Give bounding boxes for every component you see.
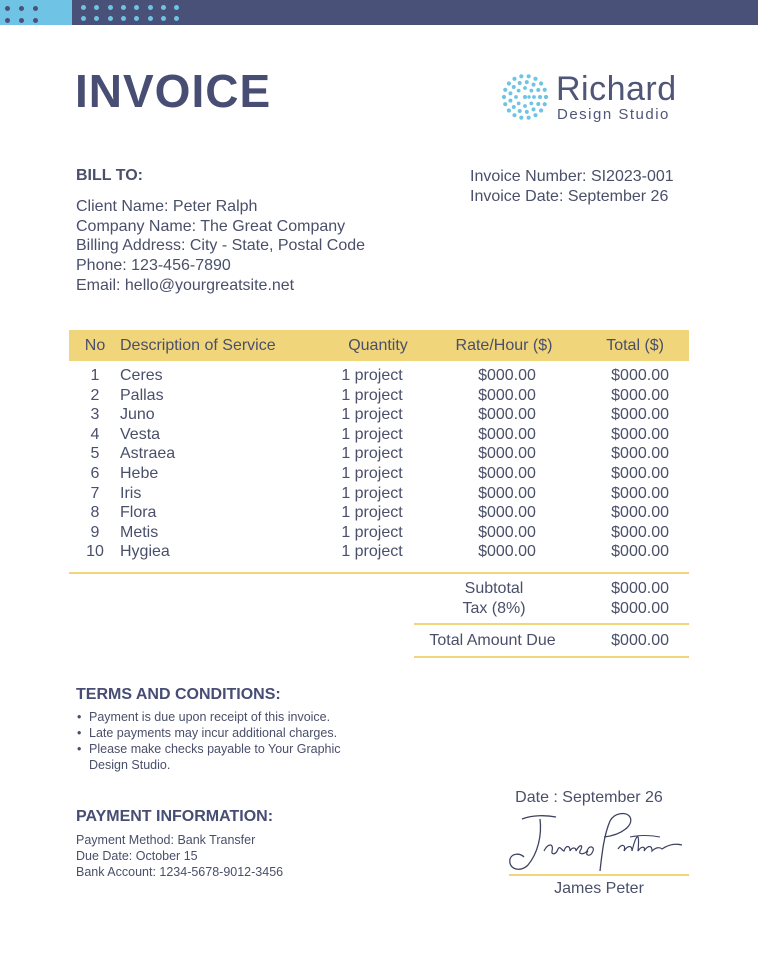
logo-dot bbox=[539, 81, 543, 85]
signature-date: Date : September 26 bbox=[515, 789, 663, 806]
row-rate: $000.00 bbox=[478, 445, 536, 463]
invoice-number: Invoice Number: SI2023-001 bbox=[470, 168, 674, 185]
row-rate: $000.00 bbox=[478, 464, 536, 482]
logo-dot bbox=[512, 77, 516, 81]
logo-dot bbox=[529, 101, 533, 105]
invoice-meta bbox=[470, 167, 674, 207]
brand-name: Richard bbox=[556, 70, 677, 108]
row-quantity: 1 project bbox=[341, 386, 403, 404]
pattern-dot bbox=[121, 16, 126, 21]
logo-dot bbox=[517, 89, 521, 93]
column-header-no: No bbox=[84, 337, 106, 354]
pattern-dot bbox=[19, 18, 24, 23]
top-decorative-bar bbox=[0, 0, 758, 25]
logo-dot bbox=[502, 95, 506, 99]
tax-value: $000.00 bbox=[611, 600, 669, 617]
table-bottom-divider bbox=[69, 572, 689, 574]
logo-dot bbox=[523, 104, 527, 108]
table-row bbox=[69, 445, 689, 465]
pattern-dot bbox=[33, 6, 38, 11]
row-total: $000.00 bbox=[611, 406, 669, 424]
row-rate: $000.00 bbox=[478, 543, 536, 561]
column-header-description: Description of Service bbox=[120, 337, 276, 354]
logo-dot bbox=[536, 102, 540, 106]
phone: Phone: 123-456-7890 bbox=[76, 257, 231, 275]
row-quantity: 1 project bbox=[341, 445, 403, 463]
pattern-dot bbox=[5, 6, 10, 11]
pattern-dot bbox=[94, 16, 99, 21]
row-total: $000.00 bbox=[611, 523, 669, 541]
row-number: 1 bbox=[90, 367, 100, 384]
bill-to-details bbox=[76, 197, 365, 296]
subtotal-value: $000.00 bbox=[611, 580, 669, 597]
tax-label: Tax (8%) bbox=[462, 600, 526, 617]
payment-method: Payment Method: Bank Transfer bbox=[76, 833, 256, 847]
invoice-date: Invoice Date: September 26 bbox=[470, 188, 669, 205]
row-rate: $000.00 bbox=[478, 406, 536, 424]
pattern-dot bbox=[134, 5, 139, 10]
row-quantity: 1 project bbox=[341, 406, 403, 424]
row-total: $000.00 bbox=[611, 367, 669, 384]
row-quantity: 1 project bbox=[341, 543, 403, 561]
billing-address: Billing Address: City - State, Postal Code bbox=[76, 237, 366, 255]
row-description: Pallas bbox=[120, 386, 164, 404]
logo-dot bbox=[523, 86, 527, 90]
row-total: $000.00 bbox=[611, 464, 669, 482]
pattern-dot bbox=[148, 5, 153, 10]
row-description: Hebe bbox=[120, 464, 159, 482]
row-rate: $000.00 bbox=[478, 367, 536, 384]
terms-list bbox=[76, 709, 366, 773]
table-row bbox=[69, 367, 689, 387]
row-total: $000.00 bbox=[611, 504, 669, 522]
row-total: $000.00 bbox=[611, 543, 669, 561]
row-number: 4 bbox=[90, 425, 100, 443]
logo-dot bbox=[539, 108, 543, 112]
row-number: 8 bbox=[90, 504, 100, 522]
row-quantity: 1 project bbox=[341, 504, 403, 522]
logo-dot bbox=[525, 110, 529, 114]
payment-details bbox=[76, 832, 283, 880]
brand-logo-icon bbox=[500, 72, 550, 122]
row-description: Ceres bbox=[120, 367, 163, 384]
logo-dot bbox=[507, 81, 511, 85]
pattern-dot bbox=[174, 16, 179, 21]
logo-dot bbox=[518, 109, 522, 113]
terms-item: • Payment is due upon receipt of this invoice. bbox=[76, 709, 366, 725]
terms-heading: TERMS AND CONDITIONS: bbox=[76, 686, 281, 703]
table-body bbox=[69, 367, 689, 563]
logo-dot bbox=[544, 95, 548, 99]
row-number: 10 bbox=[86, 543, 104, 561]
brand-subtitle: Design Studio bbox=[557, 106, 670, 123]
pattern-dot bbox=[81, 16, 86, 21]
row-number: 5 bbox=[90, 445, 100, 463]
table-row bbox=[69, 485, 689, 505]
logo-dot bbox=[503, 88, 507, 92]
pattern-dot bbox=[121, 5, 126, 10]
total-due-label: Total Amount Due bbox=[429, 632, 556, 649]
email: Email: hello@yourgreatsite.net bbox=[76, 276, 295, 294]
logo-dot bbox=[519, 116, 523, 120]
payment-heading: PAYMENT INFORMATION: bbox=[76, 808, 274, 825]
row-number: 6 bbox=[90, 464, 100, 482]
logo-dot bbox=[508, 99, 512, 103]
logo-dot bbox=[543, 102, 547, 106]
row-number: 2 bbox=[90, 386, 100, 404]
row-number: 9 bbox=[90, 523, 100, 541]
logo-dot bbox=[527, 95, 530, 98]
row-description: Flora bbox=[120, 504, 157, 522]
logo-dot bbox=[508, 91, 512, 95]
logo-dot bbox=[527, 74, 531, 78]
row-description: Vesta bbox=[120, 425, 161, 443]
signature-line bbox=[509, 874, 689, 876]
pattern-dot bbox=[134, 16, 139, 21]
table-row bbox=[69, 465, 689, 485]
handwritten-signature bbox=[500, 805, 685, 877]
bank-account: Bank Account: 1234-5678-9012-3456 bbox=[76, 865, 284, 879]
row-quantity: 1 project bbox=[341, 464, 403, 482]
column-header-quantity: Quantity bbox=[348, 337, 408, 354]
logo-dot bbox=[533, 113, 537, 117]
row-quantity: 1 project bbox=[341, 484, 403, 502]
total-top-divider bbox=[414, 623, 689, 625]
logo-dot bbox=[532, 107, 536, 111]
row-number: 7 bbox=[90, 484, 100, 502]
column-header-rate: Rate/Hour ($) bbox=[455, 337, 553, 354]
pattern-dot bbox=[161, 5, 166, 10]
table-row bbox=[69, 387, 689, 407]
logo-dot bbox=[519, 74, 523, 78]
terms-item: • Please make checks payable to Your Graphic Design Studio. bbox=[76, 741, 366, 773]
row-total: $000.00 bbox=[611, 484, 669, 502]
row-quantity: 1 project bbox=[341, 425, 403, 443]
pattern-dot bbox=[33, 18, 38, 23]
invoice-title: INVOICE bbox=[75, 65, 272, 117]
row-total: $000.00 bbox=[611, 386, 669, 404]
table-row bbox=[69, 543, 689, 563]
pattern-dot bbox=[5, 18, 10, 23]
terms-item: • Late payments may incur additional charges. bbox=[76, 725, 366, 741]
row-rate: $000.00 bbox=[478, 386, 536, 404]
logo-dot bbox=[503, 102, 507, 106]
logo-dot bbox=[512, 113, 516, 117]
table-header bbox=[69, 330, 689, 361]
subtotal-label: Subtotal bbox=[464, 580, 524, 597]
logo-dot bbox=[512, 105, 516, 109]
row-rate: $000.00 bbox=[478, 523, 536, 541]
total-due-value: $000.00 bbox=[611, 632, 669, 649]
logo-dot bbox=[538, 95, 542, 99]
pattern-dot bbox=[108, 5, 113, 10]
table-row bbox=[69, 406, 689, 426]
table-row bbox=[69, 426, 689, 446]
row-total: $000.00 bbox=[611, 445, 669, 463]
table-row bbox=[69, 504, 689, 524]
signer-name: James Peter bbox=[554, 880, 644, 897]
logo-dot bbox=[532, 83, 536, 87]
bill-to-heading: BILL TO: bbox=[76, 167, 143, 184]
pattern-dot bbox=[19, 6, 24, 11]
logo-dot bbox=[523, 95, 527, 99]
row-description: Hygiea bbox=[120, 543, 170, 561]
row-description: Iris bbox=[120, 484, 142, 502]
logo-dot bbox=[536, 88, 540, 92]
row-description: Metis bbox=[120, 523, 159, 541]
pattern-dot bbox=[161, 16, 166, 21]
due-date: Due Date: October 15 bbox=[76, 849, 198, 863]
pattern-dot bbox=[148, 16, 153, 21]
pattern-dot bbox=[94, 5, 99, 10]
logo-dot bbox=[517, 101, 521, 105]
row-total: $000.00 bbox=[611, 425, 669, 443]
pattern-dot bbox=[108, 16, 113, 21]
logo-dot bbox=[518, 81, 522, 85]
row-rate: $000.00 bbox=[478, 504, 536, 522]
logo-dot bbox=[527, 116, 531, 120]
table-row bbox=[69, 524, 689, 544]
company-name: Company Name: The Great Company bbox=[76, 217, 346, 235]
logo-dot bbox=[529, 89, 533, 93]
row-description: Astraea bbox=[120, 445, 176, 463]
total-bottom-divider bbox=[414, 656, 689, 658]
row-quantity: 1 project bbox=[341, 523, 403, 541]
row-description: Juno bbox=[120, 406, 155, 424]
pattern-dot bbox=[81, 5, 86, 10]
row-rate: $000.00 bbox=[478, 484, 536, 502]
row-quantity: 1 project bbox=[341, 367, 403, 384]
row-rate: $000.00 bbox=[478, 425, 536, 443]
logo-dot bbox=[543, 88, 547, 92]
pattern-dot bbox=[174, 5, 179, 10]
logo-dot bbox=[525, 80, 529, 84]
client-name: Client Name: Peter Ralph bbox=[76, 198, 258, 215]
row-number: 3 bbox=[90, 406, 100, 424]
logo-dot bbox=[507, 108, 511, 112]
logo-dot bbox=[532, 95, 536, 99]
logo-dot bbox=[533, 77, 537, 81]
logo-dot bbox=[512, 85, 516, 89]
column-header-total: Total ($) bbox=[606, 337, 664, 354]
logo-dot bbox=[514, 95, 518, 99]
